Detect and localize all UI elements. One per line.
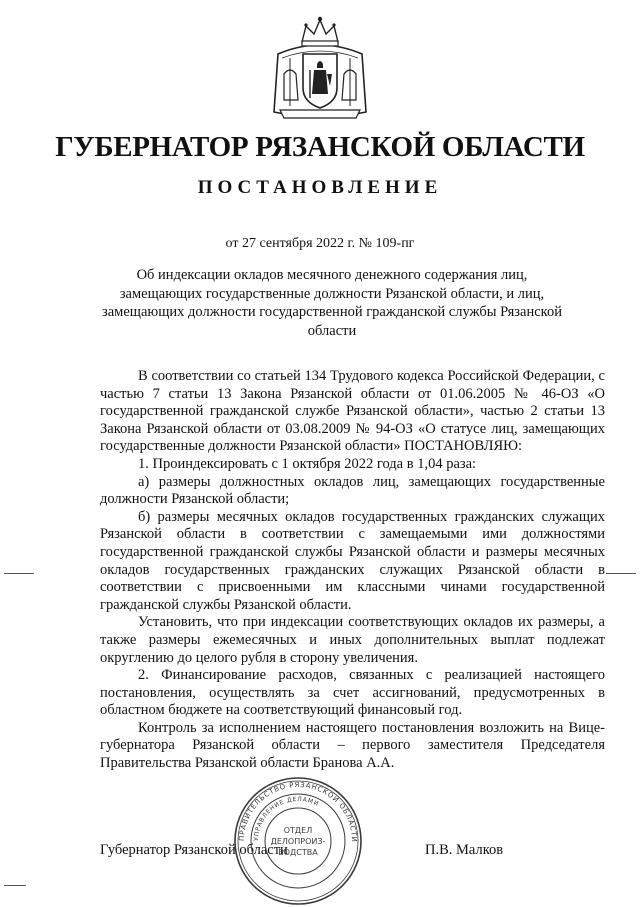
- document-date-number: от 27 сентября 2022 г. № 109-пг: [225, 236, 415, 251]
- body-paragraph-preamble: В соответствии со статьей 134 Трудового кодекса Российской Федерации, с частью 7 статьи 13 Закона Рязанской области от 01.06.2005 № 46-ОЗ «О государственной гражданской службе Рязанской области», частью 2 статьи 13 Закона Рязанской области от 03.08.2009 № 94-ОЗ «О статусе лиц, замещающих государственные должности Рязанской области» ПОСТАНОВЛЯЮ:: [100, 368, 605, 455]
- body-paragraph-item-2: 2. Финансирование расходов, связанных с реализацией настоящего постановления, осуществлять за счет ассигнований, предусмотренных в областном бюджете на соответствующий финансовый год.: [100, 667, 605, 719]
- body-paragraph-item-1b: б) размеры месячных окладов государственных гражданских служащих Рязанской области в соответствии с замещаемыми ими должностями государственной гражданской службы Рязанской области и размеры месячных окладов государственных гражданских служащих Рязанской области в соответствии с присвоенными им классными чинами государственной гражданской службы Рязанской области.: [100, 508, 605, 613]
- scan-mark-right: [606, 573, 636, 574]
- stamp-center-line-1: ОТДЕЛ: [283, 826, 313, 835]
- signatory-name: П.В. Малков: [425, 842, 504, 858]
- document-title: ГУБЕРНАТОР РЯЗАНСКОЙ ОБЛАСТИ: [55, 131, 585, 163]
- stamp-inner-text: УПРАВЛЕНИЕ ДЕЛАМИ: [252, 795, 321, 842]
- ryazan-coat-of-arms-icon: [270, 14, 370, 124]
- signatory-position: Губернатор Рязанской области: [100, 842, 288, 858]
- body-paragraph-item-1a: а) размеры должностных окладов лиц, замещающих государственные должности Рязанской области;: [100, 473, 605, 508]
- body-paragraph-rounding: Установить, что при индексации соответствующих окладов их размеры, а также размеры ежемесячных и иных дополнительных выплат подлежат округлению до целого рубля в сторону увеличения.: [100, 614, 605, 666]
- body-paragraph-control: Контроль за исполнением настоящего постановления возложить на Вице-губернатора Рязанской области – первого заместителя Председателя Правительства Рязанской области Бранова А.А.: [100, 719, 605, 772]
- official-stamp-icon: [232, 775, 364, 907]
- document-subject: Об индексации окладов месячного денежного содержания лиц, замещающих государственные должности Рязанской области, и лиц, замещающих должности государственной гражданской службы Рязанской области: [102, 267, 562, 339]
- stamp-center-line-3: ВОДСТВА: [278, 848, 318, 857]
- stamp-outer-text: ПРАВИТЕЛЬСТВО РЯЗАНСКОЙ ОБЛАСТИ: [237, 780, 359, 843]
- document-body: [100, 368, 605, 773]
- document-type: ПОСТАНОВЛЕНИЕ: [197, 177, 443, 198]
- scan-mark-bottom: [4, 885, 26, 886]
- body-paragraph-item-1: 1. Проиндексировать с 1 октября 2022 года в 1,04 раза:: [138, 455, 477, 472]
- scan-mark-left: [4, 573, 34, 574]
- stamp-center-line-2: ДЕЛОПРОИЗ-: [270, 837, 326, 846]
